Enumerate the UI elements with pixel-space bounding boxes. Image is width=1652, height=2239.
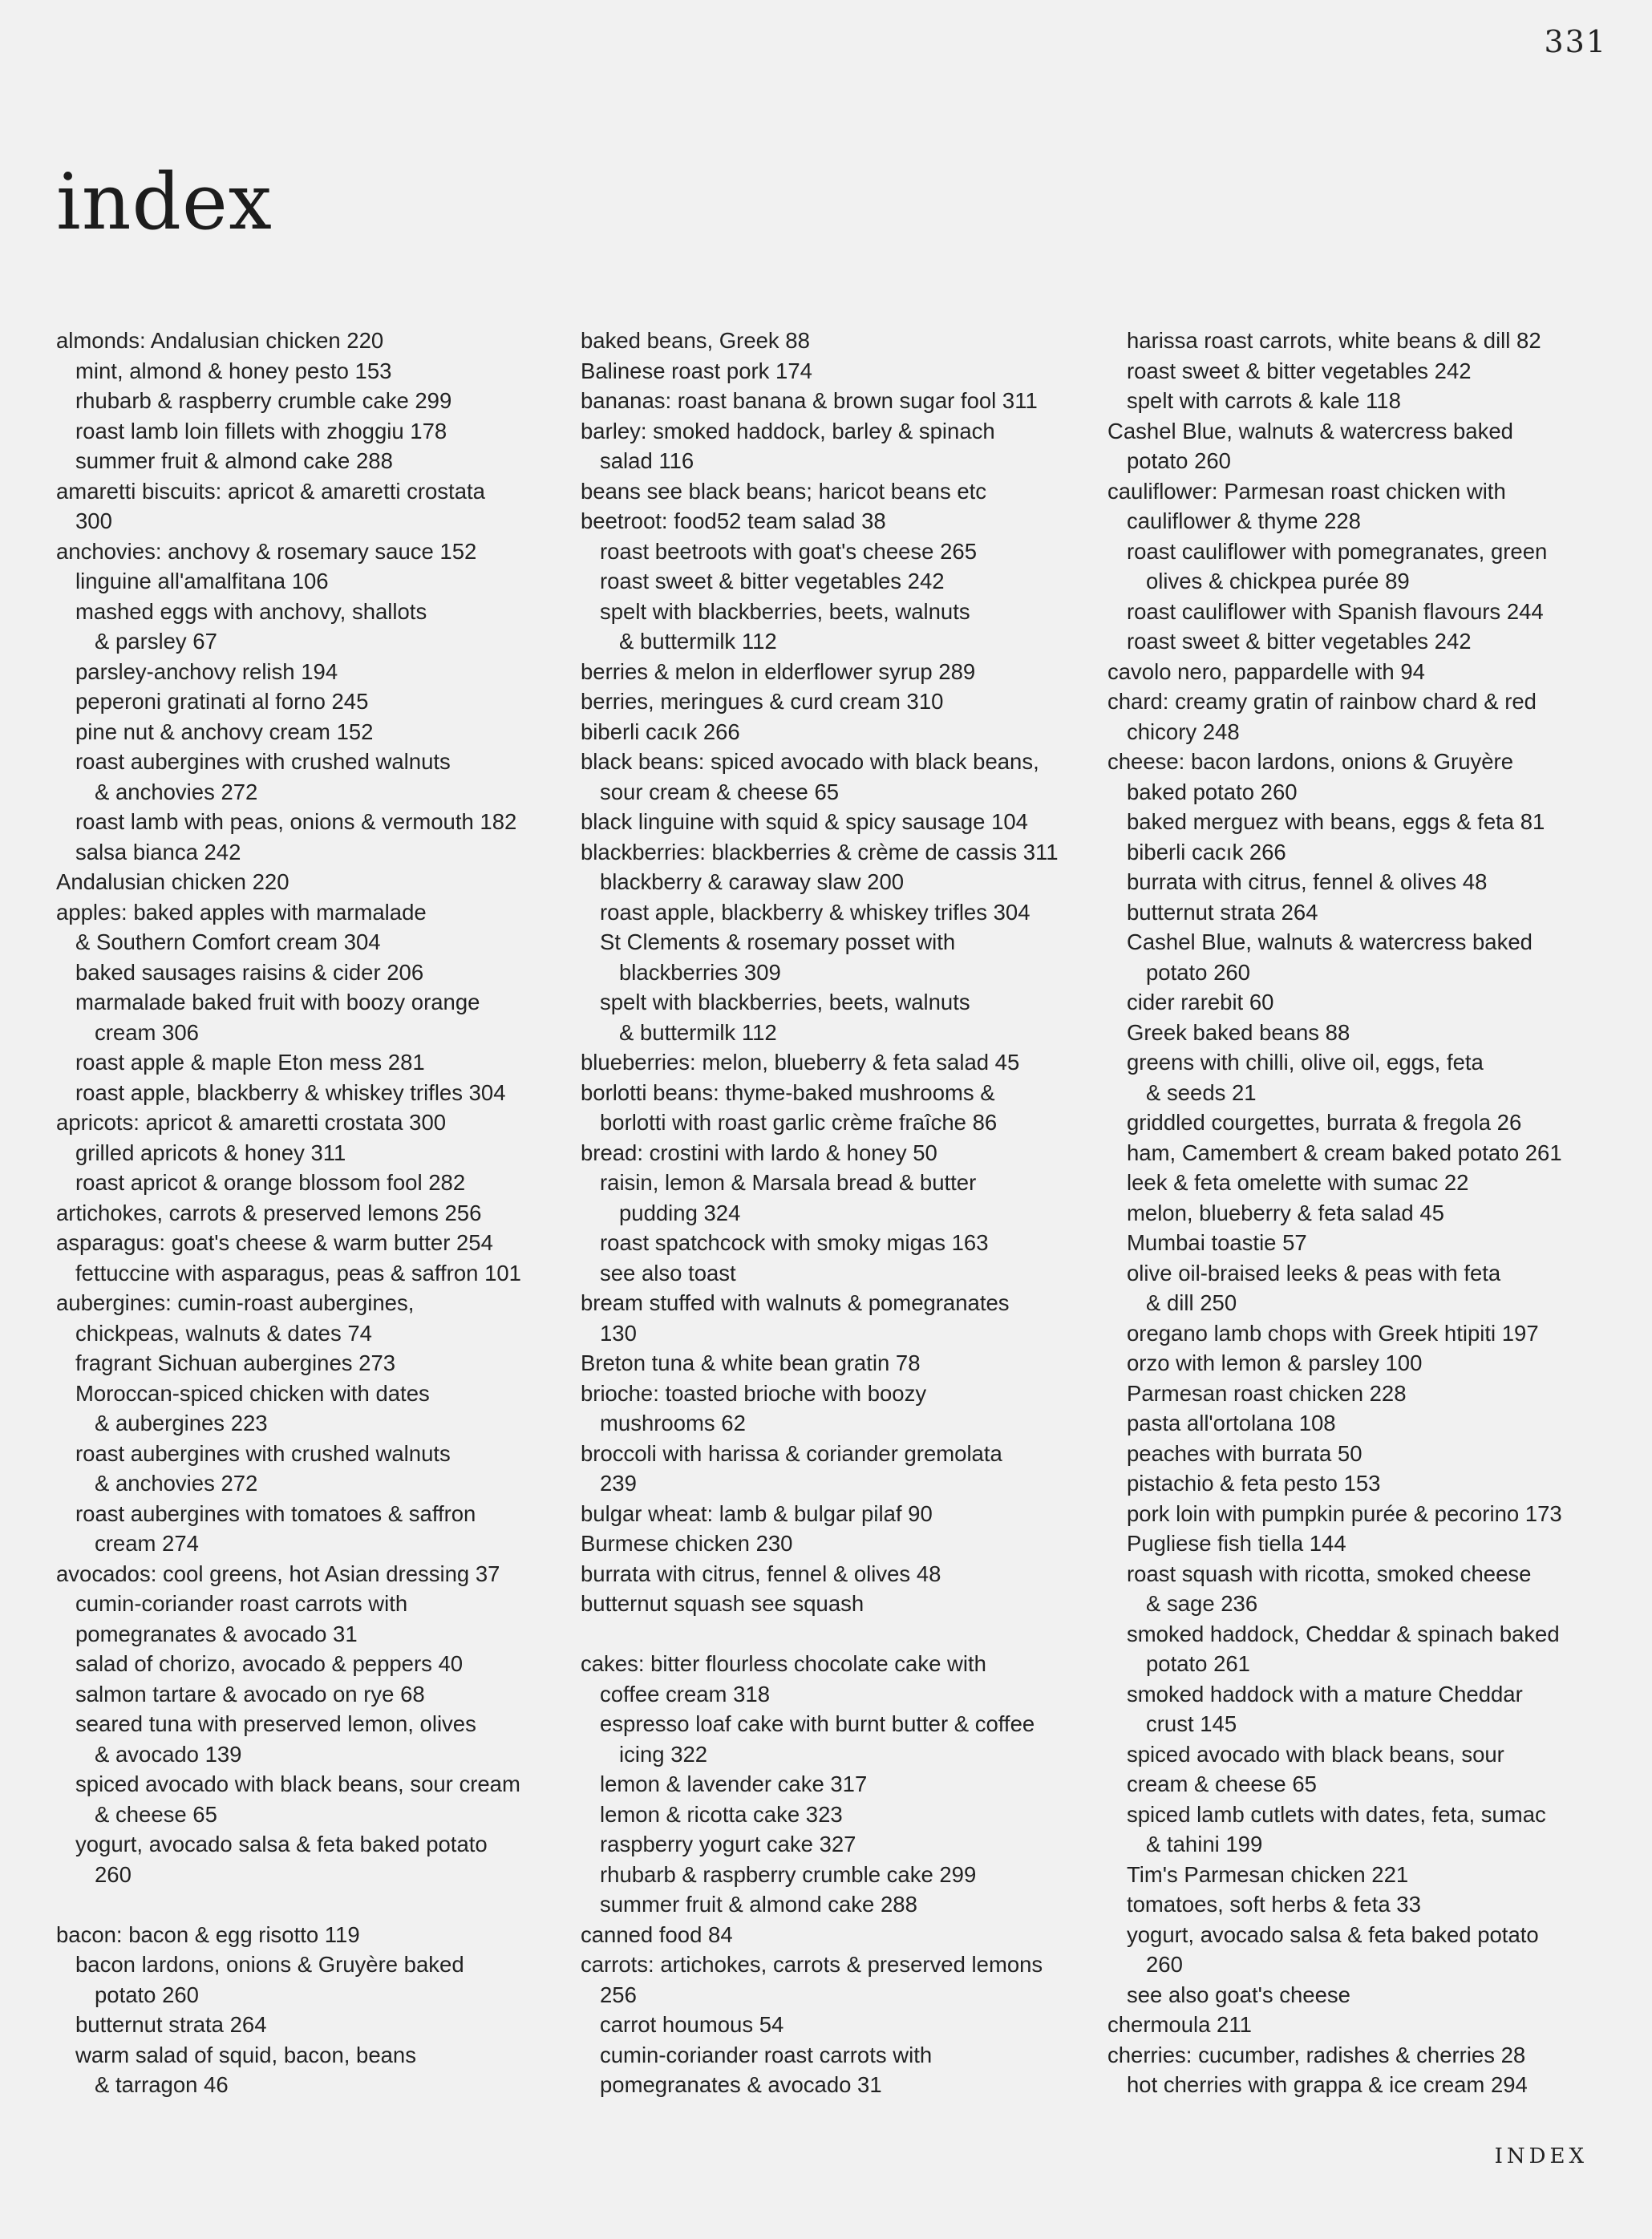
index-subentry: melon, blueberry & feta salad 45	[1127, 1200, 1444, 1225]
index-subentry: mushrooms 62	[600, 1411, 746, 1435]
index-entry: baked beans, Greek 88	[581, 328, 810, 353]
index-subentry: harissa roast carrots, white beans & dill 82	[1127, 328, 1541, 353]
index-subentry: biberli cacık 266	[1127, 839, 1286, 864]
index-subentry: bacon lardons, onions & Gruyère baked	[75, 1952, 464, 1977]
index-subentry: potato 260	[95, 1982, 199, 2007]
index-subentry: roast aubergines with crushed walnuts	[75, 749, 451, 774]
index-subentry: blackberries 309	[619, 959, 781, 985]
index-subentry: crust 145	[1146, 1711, 1237, 1736]
index-subentry: roast cauliflower with Spanish flavours 244	[1127, 598, 1544, 624]
index-entry: almonds: Andalusian chicken 220	[56, 328, 384, 353]
index-subentry: summer fruit & almond cake 288	[75, 448, 393, 473]
index-entry: Balinese roast pork 174	[581, 358, 812, 383]
index-subentry: linguine all'amalfitana 106	[75, 569, 329, 593]
index-subentry: olive oil-braised leeks & peas with feta	[1127, 1260, 1501, 1286]
index-subentry: oregano lamb chops with Greek htipiti 197	[1127, 1320, 1539, 1346]
index-subentry: Mumbai toastie 57	[1127, 1230, 1307, 1255]
index-subentry: pasta all'ortolana 108	[1127, 1411, 1336, 1435]
index-subentry: 130	[600, 1320, 637, 1346]
index-subentry: cider rarebit 60	[1127, 990, 1274, 1014]
index-subentry: 260	[1146, 1952, 1183, 1977]
index-subentry: & tahini 199	[1146, 1832, 1263, 1856]
index-subentry: seared tuna with preserved lemon, olives	[75, 1711, 476, 1736]
index-entry: butternut squash see squash	[581, 1591, 864, 1616]
index-subentry: mint, almond & honey pesto 153	[75, 358, 392, 383]
index-subentry: marmalade baked fruit with boozy orange	[75, 990, 480, 1014]
index-subentry: mashed eggs with anchovy, shallots	[75, 598, 427, 624]
index-column-3	[1107, 326, 1645, 2100]
index-entry: black beans: spiced avocado with black beans,	[581, 749, 1039, 774]
index-subentry: roast apple & maple Eton mess 281	[75, 1050, 425, 1075]
index-subentry: peperoni gratinati al forno 245	[75, 689, 369, 714]
index-entry: asparagus: goat's cheese & warm butter 254	[56, 1230, 493, 1255]
index-subentry: pine nut & anchovy cream 152	[75, 719, 374, 744]
index-subentry: spiced lamb cutlets with dates, feta, sumac	[1127, 1801, 1546, 1827]
index-subentry: spelt with blackberries, beets, walnuts	[600, 990, 970, 1014]
index-subentry: roast lamb with peas, onions & vermouth 182	[75, 809, 517, 834]
index-entry: bananas: roast banana & brown sugar fool 311	[581, 388, 1038, 413]
index-subentry: 256	[600, 1982, 637, 2007]
index-entry: berries, meringues & curd cream 310	[581, 689, 944, 714]
index-subentry: cream 306	[95, 1019, 199, 1045]
index-subentry: spiced avocado with black beans, sour	[1127, 1741, 1504, 1767]
index-subentry: roast apple, blackberry & whiskey trifles 304	[600, 899, 1030, 925]
index-subentry: coffee cream 318	[600, 1681, 770, 1707]
index-entry: bream stuffed with walnuts & pomegranates	[581, 1290, 1010, 1315]
index-subentry: baked sausages raisins & cider 206	[75, 959, 424, 985]
index-subentry: roast aubergines with tomatoes & saffron	[75, 1500, 476, 1526]
index-entry: anchovies: anchovy & rosemary sauce 152	[56, 538, 477, 564]
index-subentry: salad 116	[600, 448, 694, 473]
index-entry: Burmese chicken 230	[581, 1531, 793, 1556]
index-subentry: salsa bianca 242	[75, 839, 241, 864]
index-subentry: butternut strata 264	[1127, 899, 1318, 925]
index-subentry: blackberry & caraway slaw 200	[600, 869, 905, 894]
index-subentry: & Southern Comfort cream 304	[75, 929, 381, 954]
index-subentry: Moroccan-spiced chicken with dates	[75, 1380, 430, 1406]
index-subentry: pomegranates & avocado 31	[75, 1621, 358, 1646]
index-subentry: warm salad of squid, bacon, beans	[75, 2042, 416, 2067]
index-entry: black linguine with squid & spicy sausage 104	[581, 809, 1028, 834]
index-subentry: tomatoes, soft herbs & feta 33	[1127, 1892, 1421, 1917]
index-subentry: yogurt, avocado salsa & feta baked potato	[75, 1832, 488, 1856]
index-subentry: roast spatchcock with smoky migas 163	[600, 1230, 989, 1255]
index-subentry: roast apricot & orange blossom fool 282	[75, 1170, 466, 1195]
index-subentry: cream 274	[95, 1531, 199, 1556]
index-subentry: baked potato 260	[1127, 779, 1298, 804]
index-subentry: salmon tartare & avocado on rye 68	[75, 1681, 425, 1707]
page-number: 331	[1544, 24, 1607, 59]
index-subentry: potato 260	[1127, 448, 1231, 473]
index-subentry: peaches with burrata 50	[1127, 1440, 1362, 1466]
index-subentry: pork loin with pumpkin purée & pecorino 173	[1127, 1500, 1562, 1526]
index-subentry: summer fruit & almond cake 288	[600, 1892, 917, 1917]
index-subentry: rhubarb & raspberry crumble cake 299	[75, 388, 452, 413]
index-subentry: yogurt, avocado salsa & feta baked potato	[1127, 1921, 1539, 1947]
index-subentry: ham, Camembert & cream baked potato 261	[1127, 1140, 1562, 1165]
index-subentry: lemon & lavender cake 317	[600, 1771, 868, 1796]
index-subentry: Parmesan roast chicken 228	[1127, 1380, 1407, 1406]
index-subentry: 300	[75, 508, 112, 533]
index-entry: apples: baked apples with marmalade	[56, 899, 427, 925]
index-subentry: roast squash with ricotta, smoked cheese	[1127, 1561, 1532, 1586]
index-subentry: rhubarb & raspberry crumble cake 299	[600, 1861, 977, 1887]
index-entry: cakes: bitter flourless chocolate cake with	[581, 1651, 986, 1676]
index-entry: cherries: cucumber, radishes & cherries 28	[1107, 2042, 1526, 2067]
index-subentry: parsley-anchovy relish 194	[75, 658, 338, 684]
index-entry: avocados: cool greens, hot Asian dressing 37	[56, 1561, 500, 1586]
index-subentry: greens with chilli, olive oil, eggs, feta	[1127, 1050, 1484, 1075]
index-entry: chard: creamy gratin of rainbow chard & red	[1107, 689, 1537, 714]
index-subentry: butternut strata 264	[75, 2012, 267, 2037]
index-subentry: roast cauliflower with pomegranates, green	[1127, 538, 1548, 564]
index-subentry: potato 260	[1146, 959, 1250, 985]
index-subentry: spelt with carrots & kale 118	[1127, 388, 1401, 413]
index-subentry: raspberry yogurt cake 327	[600, 1832, 856, 1856]
index-subentry: raisin, lemon & Marsala bread & butter	[600, 1170, 977, 1195]
index-subentry: & parsley 67	[95, 629, 217, 654]
index-entry: brioche: toasted brioche with boozy	[581, 1380, 927, 1406]
index-subentry: cumin-coriander roast carrots with	[75, 1591, 408, 1616]
index-subentry: & sage 236	[1146, 1591, 1258, 1616]
index-subentry: pudding 324	[619, 1200, 741, 1225]
index-subentry: spelt with blackberries, beets, walnuts	[600, 598, 970, 624]
index-subentry: St Clements & rosemary posset with	[600, 929, 956, 954]
index-subentry: 239	[600, 1471, 637, 1496]
index-subentry: hot cherries with grappa & ice cream 294	[1127, 2072, 1528, 2097]
index-entry: bacon: bacon & egg risotto 119	[56, 1921, 360, 1947]
index-subentry: cauliflower & thyme 228	[1127, 508, 1361, 533]
index-subentry: chickpeas, walnuts & dates 74	[75, 1320, 372, 1346]
index-subentry: roast sweet & bitter vegetables 242	[1127, 358, 1472, 383]
index-subentry: 260	[95, 1861, 132, 1887]
index-subentry: & seeds 21	[1146, 1079, 1257, 1105]
index-subentry: Cashel Blue, walnuts & watercress baked	[1127, 929, 1533, 954]
index-entry: artichokes, carrots & preserved lemons 256	[56, 1200, 482, 1225]
index-entry: barley: smoked haddock, barley & spinach	[581, 418, 995, 443]
index-subentry: smoked haddock with a mature Cheddar	[1127, 1681, 1523, 1707]
index-subentry: roast sweet & bitter vegetables 242	[1127, 629, 1472, 654]
index-subentry: chicory 248	[1127, 719, 1240, 744]
entry-spacer	[581, 1619, 1118, 1650]
index-subentry: sour cream & cheese 65	[600, 779, 840, 804]
index-subentry: potato 261	[1146, 1651, 1250, 1676]
index-entry: borlotti beans: thyme-baked mushrooms &	[581, 1079, 995, 1105]
index-subentry: roast apple, blackberry & whiskey trifles 304	[75, 1079, 506, 1105]
index-entry: broccoli with harissa & coriander gremolata	[581, 1440, 1002, 1466]
index-entry: beetroot: food52 team salad 38	[581, 508, 886, 533]
index-entry: blackberries: blackberries & crème de cassis 311	[581, 839, 1059, 864]
index-subentry: cumin-coriander roast carrots with	[600, 2042, 933, 2067]
index-subentry: salad of chorizo, avocado & peppers 40	[75, 1651, 464, 1676]
index-entry: amaretti biscuits: apricot & amaretti crostata	[56, 478, 485, 504]
index-subentry: & tarragon 46	[95, 2072, 229, 2097]
index-entry: berries & melon in elderflower syrup 289	[581, 658, 976, 684]
index-subentry: & dill 250	[1146, 1290, 1237, 1315]
index-entry: Andalusian chicken 220	[56, 869, 290, 894]
index-subentry: carrot houmous 54	[600, 2012, 784, 2037]
index-subentry: borlotti with roast garlic crème fraîche 86	[600, 1110, 998, 1135]
index-subentry: see also toast	[600, 1260, 736, 1286]
index-subentry: grilled apricots & honey 311	[75, 1140, 346, 1165]
index-entry: blueberries: melon, blueberry & feta salad 45	[581, 1050, 1020, 1075]
index-entry: apricots: apricot & amaretti crostata 300	[56, 1110, 447, 1135]
index-subentry: Greek baked beans 88	[1127, 1019, 1350, 1045]
index-entry: Breton tuna & white bean gratin 78	[581, 1350, 921, 1375]
index-entry: cavolo nero, pappardelle with 94	[1107, 658, 1425, 684]
index-entry: bread: crostini with lardo & honey 50	[581, 1140, 937, 1165]
index-entry: aubergines: cumin-roast aubergines,	[56, 1290, 415, 1315]
index-subentry: orzo with lemon & parsley 100	[1127, 1350, 1423, 1375]
index-subentry: espresso loaf cake with burnt butter & coffee	[600, 1711, 1035, 1736]
index-entry: burrata with citrus, fennel & olives 48	[581, 1561, 941, 1586]
index-subentry: roast lamb loin fillets with zhoggiu 178	[75, 418, 447, 443]
index-subentry: griddled courgettes, burrata & fregola 26	[1127, 1110, 1522, 1135]
index-subentry: & buttermilk 112	[619, 1019, 777, 1045]
index-subentry: & aubergines 223	[95, 1411, 268, 1435]
index-subentry: & avocado 139	[95, 1741, 242, 1767]
index-entry: canned food 84	[581, 1921, 733, 1947]
running-footer: INDEX	[1494, 2144, 1588, 2168]
index-column-1	[56, 326, 593, 2100]
index-subentry: cream & cheese 65	[1127, 1771, 1317, 1796]
index-subentry: lemon & ricotta cake 323	[600, 1801, 843, 1827]
index-subentry: & cheese 65	[95, 1801, 217, 1827]
index-subentry: Tim's Parmesan chicken 221	[1127, 1861, 1409, 1887]
index-subentry: icing 322	[619, 1741, 708, 1767]
index-subentry: Pugliese fish tiella 144	[1127, 1531, 1346, 1556]
index-subentry: leek & feta omelette with sumac 22	[1127, 1170, 1469, 1195]
index-subentry: fragrant Sichuan aubergines 273	[75, 1350, 396, 1375]
index-subentry: baked merguez with beans, eggs & feta 81	[1127, 809, 1545, 834]
index-entry: carrots: artichokes, carrots & preserved lemons	[581, 1952, 1043, 1977]
index-column-2	[581, 326, 1118, 2100]
page-title: index	[56, 157, 273, 247]
index-entry: Cashel Blue, walnuts & watercress baked	[1107, 418, 1513, 443]
index-subentry: & buttermilk 112	[619, 629, 777, 654]
index-entry: cheese: bacon lardons, onions & Gruyère	[1107, 749, 1513, 774]
index-subentry: see also goat's cheese	[1127, 1982, 1350, 2007]
index-subentry: roast aubergines with crushed walnuts	[75, 1440, 451, 1466]
index-subentry: roast beetroots with goat's cheese 265	[600, 538, 977, 564]
entry-spacer	[56, 1889, 593, 1920]
index-subentry: roast sweet & bitter vegetables 242	[600, 569, 945, 593]
index-subentry: olives & chickpea purée 89	[1146, 569, 1410, 593]
index-subentry: & anchovies 272	[95, 779, 258, 804]
index-subentry: pistachio & feta pesto 153	[1127, 1471, 1381, 1496]
index-subentry: pomegranates & avocado 31	[600, 2072, 882, 2097]
index-entry: beans see black beans; haricot beans etc	[581, 478, 987, 504]
index-entry: biberli cacık 266	[581, 719, 740, 744]
index-entry: bulgar wheat: lamb & bulgar pilaf 90	[581, 1500, 933, 1526]
index-entry: cauliflower: Parmesan roast chicken with	[1107, 478, 1506, 504]
index-subentry: spiced avocado with black beans, sour cream	[75, 1771, 520, 1796]
index-entry: chermoula 211	[1107, 2012, 1252, 2037]
index-subentry: & anchovies 272	[95, 1471, 258, 1496]
index-subentry: fettuccine with asparagus, peas & saffron 101	[75, 1260, 521, 1286]
index-subentry: burrata with citrus, fennel & olives 48	[1127, 869, 1488, 894]
index-subentry: smoked haddock, Cheddar & spinach baked	[1127, 1621, 1560, 1646]
